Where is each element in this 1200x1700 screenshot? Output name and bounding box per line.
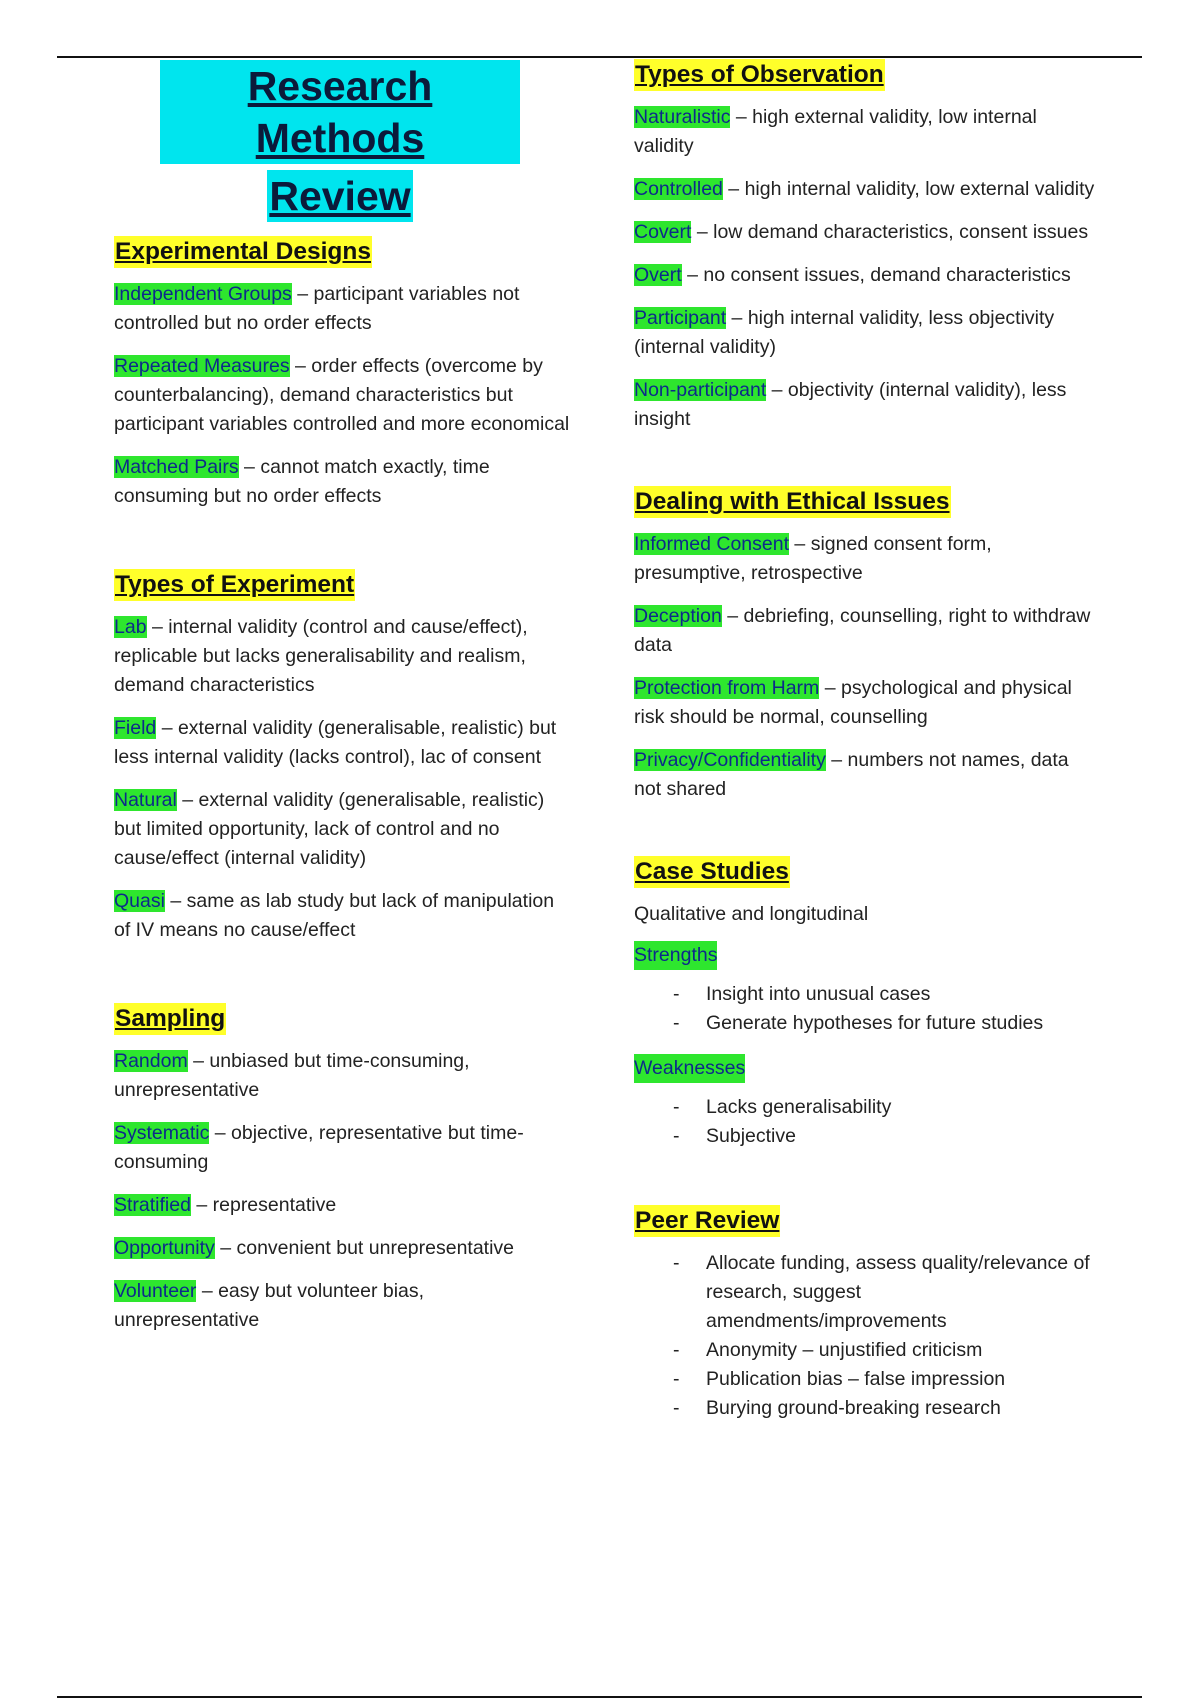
term: Systematic bbox=[114, 1122, 210, 1144]
bottom-rule bbox=[57, 1696, 1142, 1698]
list-item: - Anonymity – unjustified criticism bbox=[673, 1336, 1100, 1365]
description: – debriefing, counselling, right to withdraw data bbox=[634, 605, 1091, 656]
description: – high internal validity, less objectivity (internal validity) bbox=[634, 307, 1055, 358]
section-heading: Sampling bbox=[114, 1003, 226, 1035]
weaknesses-label: Weaknesses bbox=[634, 1054, 745, 1083]
title-line-1: Research Methods bbox=[160, 60, 520, 164]
list-item: - Lacks generalisability bbox=[673, 1093, 1100, 1122]
term: Covert bbox=[634, 221, 692, 243]
description: – order effects (overcome by counterbalancing), demand characteristics but participant variables controlled and more economical bbox=[114, 355, 570, 435]
list-item bbox=[634, 175, 1100, 204]
term: Random bbox=[114, 1050, 188, 1072]
list-item: - Subjective bbox=[673, 1122, 1100, 1151]
list-item bbox=[634, 674, 1100, 732]
term: Non-participant bbox=[634, 379, 767, 401]
description: – representative bbox=[190, 1194, 337, 1216]
list-item bbox=[634, 103, 1100, 161]
term: Overt bbox=[634, 264, 682, 286]
section-heading: Case Studies bbox=[634, 856, 790, 888]
term: Naturalistic bbox=[634, 106, 731, 128]
list-item: - Burying ground-breaking research bbox=[673, 1394, 1100, 1423]
section-peer-review bbox=[634, 1205, 1100, 1423]
page-title bbox=[160, 60, 520, 228]
term: Deception bbox=[634, 605, 722, 627]
description: – internal validity (control and cause/effect), replicable but lacks generalisability and realism, demand characteristics bbox=[114, 616, 528, 696]
description: – low demand characteristics, consent issues bbox=[691, 221, 1089, 243]
section-ethical-issues bbox=[634, 486, 1100, 804]
description: – numbers not names, data not shared bbox=[634, 749, 1069, 800]
list-item bbox=[114, 352, 574, 439]
list-item bbox=[114, 613, 574, 700]
term: Repeated Measures bbox=[114, 355, 290, 377]
section-experimental-designs bbox=[114, 236, 574, 511]
weaknesses-list bbox=[634, 1093, 1100, 1151]
right-column bbox=[634, 59, 1100, 1439]
section-sampling bbox=[114, 1003, 574, 1335]
list-item: - Publication bias – false impression bbox=[673, 1365, 1100, 1394]
peer-review-list bbox=[634, 1249, 1100, 1423]
list-item bbox=[634, 304, 1100, 362]
term: Participant bbox=[634, 307, 727, 329]
section-heading: Experimental Designs bbox=[114, 236, 372, 268]
term: Quasi bbox=[114, 890, 165, 912]
list-item bbox=[114, 1047, 574, 1105]
list-item bbox=[114, 1191, 574, 1220]
list-item bbox=[634, 530, 1100, 588]
list-item bbox=[114, 1277, 574, 1335]
list-item bbox=[634, 376, 1100, 434]
section-heading: Types of Experiment bbox=[114, 569, 355, 601]
term: Field bbox=[114, 717, 157, 739]
section-case-studies bbox=[634, 856, 1100, 1151]
term: Matched Pairs bbox=[114, 456, 239, 478]
description: – external validity (generalisable, realistic) but less internal validity (lacks control), lac of consent bbox=[114, 717, 557, 768]
list-item: - Generate hypotheses for future studies bbox=[673, 1009, 1100, 1038]
description: – objectivity (internal validity), less insight bbox=[634, 379, 1067, 430]
left-column bbox=[114, 236, 574, 1349]
term: Volunteer bbox=[114, 1280, 197, 1302]
description: – signed consent form, presumptive, retrospective bbox=[634, 533, 992, 584]
section-types-of-experiment bbox=[114, 569, 574, 945]
list-item bbox=[114, 1234, 574, 1263]
description: – cannot match exactly, time consuming but no order effects bbox=[114, 456, 490, 507]
term: Protection from Harm bbox=[634, 677, 820, 699]
description: – high external validity, low internal validity bbox=[634, 106, 1037, 157]
term: Opportunity bbox=[114, 1237, 215, 1259]
description: – no consent issues, demand characteristics bbox=[681, 264, 1071, 286]
list-item bbox=[114, 453, 574, 511]
list-item bbox=[634, 261, 1100, 290]
description: – objective, representative but time-consuming bbox=[114, 1122, 524, 1173]
section-heading: Peer Review bbox=[634, 1205, 780, 1237]
term: Independent Groups bbox=[114, 283, 292, 305]
list-item bbox=[114, 786, 574, 873]
description: – external validity (generalisable, realistic) but limited opportunity, lack of control and no cause/effect (internal validity) bbox=[114, 789, 545, 869]
term: Controlled bbox=[634, 178, 723, 200]
list-item bbox=[634, 602, 1100, 660]
term: Informed Consent bbox=[634, 533, 790, 555]
term: Lab bbox=[114, 616, 147, 638]
description: – same as lab study but lack of manipulation of IV means no cause/effect bbox=[114, 890, 555, 941]
description: – convenient but unrepresentative bbox=[214, 1237, 515, 1259]
term: Privacy/Confidentiality bbox=[634, 749, 826, 771]
list-item bbox=[114, 887, 574, 945]
top-rule bbox=[57, 56, 1142, 58]
description: – high internal validity, low external validity bbox=[722, 178, 1095, 200]
description: – easy but volunteer bias, unrepresentative bbox=[114, 1280, 425, 1331]
list-item bbox=[114, 714, 574, 772]
strengths-label: Strengths bbox=[634, 941, 717, 970]
list-item bbox=[114, 1119, 574, 1177]
list-item: - Insight into unusual cases bbox=[673, 980, 1100, 1009]
description: – psychological and physical risk should be normal, counselling bbox=[634, 677, 1072, 728]
list-item bbox=[114, 280, 574, 338]
list-item: - Allocate funding, assess quality/relevance of research, suggest amendments/improvements bbox=[673, 1249, 1100, 1336]
strengths-list bbox=[634, 980, 1100, 1038]
case-studies-intro: Qualitative and longitudinal bbox=[634, 903, 869, 925]
list-item bbox=[634, 746, 1100, 804]
term: Stratified bbox=[114, 1194, 191, 1216]
title-line-2: Review bbox=[267, 170, 412, 222]
list-item bbox=[634, 218, 1100, 247]
description: – unbiased but time-consuming, unrepresentative bbox=[114, 1050, 470, 1101]
term: Natural bbox=[114, 789, 177, 811]
section-heading: Types of Observation bbox=[634, 59, 885, 91]
section-types-of-observation bbox=[634, 59, 1100, 434]
section-heading: Dealing with Ethical Issues bbox=[634, 486, 951, 518]
description: – participant variables not controlled but no order effects bbox=[114, 283, 520, 334]
